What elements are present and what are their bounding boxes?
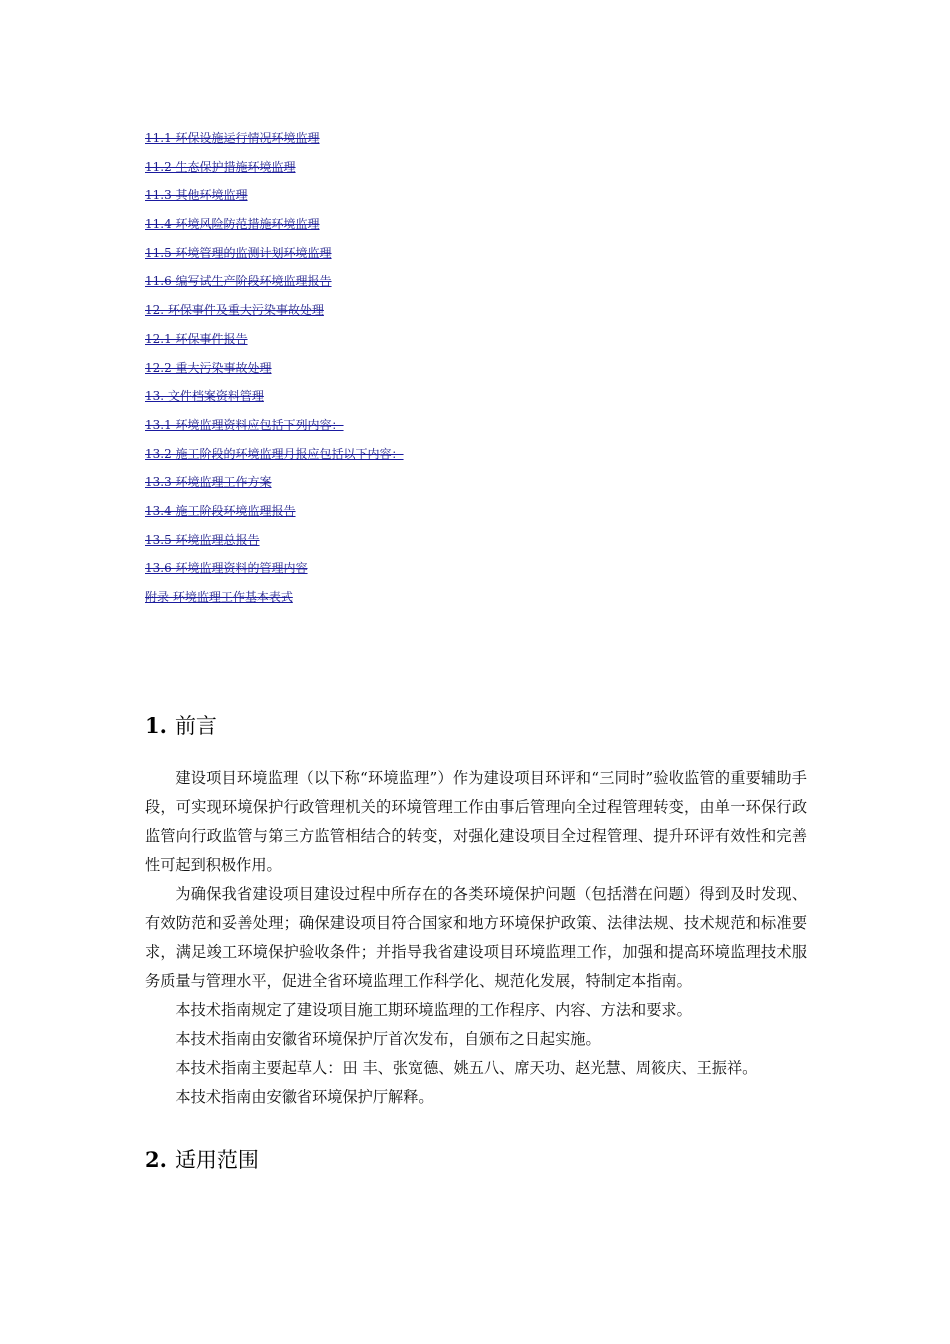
toc-item [145,185,745,214]
paragraph: 本技术指南由安徽省环境保护厅首次发布，自颁布之日起实施。 [175,1030,601,1048]
section-1-body [145,764,807,1112]
paragraph: 本技术指南由安徽省环境保护厅解释。 [175,1088,434,1106]
toc-link[interactable]: 附录 环境监理工作基本表式 [145,590,293,604]
toc-link[interactable]: 13.5 环境监理总报告 [145,532,260,547]
toc-link[interactable]: 13.4 施工阶段环境监理报告 [145,503,296,518]
toc-item [145,444,745,473]
toc-link[interactable]: 11.5 环境管理的监测计划环境监理 [145,245,332,260]
toc-item [145,300,745,329]
toc-item [145,472,745,501]
table-of-contents [145,128,745,616]
toc-link[interactable]: 12.2 重大污染事故处理 [145,360,272,375]
toc-link[interactable]: 11.1 环保设施运行情况环境监理 [145,131,320,145]
toc-item [145,243,745,272]
section-2-number: 2. [145,1147,167,1172]
toc-item [145,214,745,243]
toc-link[interactable]: 11.2 生态保护措施环境监理 [145,159,296,174]
toc-item [145,558,745,587]
toc-item [145,358,745,387]
section-1-number: 1. [145,713,167,738]
toc-item [145,415,745,444]
toc-item [145,157,745,186]
toc-link[interactable]: 13.2 施工阶段的环境监理月报应包括以下内容： [145,446,404,461]
toc-link[interactable]: 11.3 其他环境监理 [145,188,248,203]
toc-item [145,386,745,415]
toc-link[interactable]: 12. 环保事件及重大污染事故处理 [145,303,324,318]
section-1-heading [145,711,217,741]
toc-item [145,271,745,300]
toc-link[interactable]: 13.1 环境监理资料应包括下列内容： [145,417,344,432]
toc-link[interactable]: 13. 文件档案资料管理 [145,389,264,404]
toc-link[interactable]: 11.4 环境风险防范措施环境监理 [145,217,320,232]
toc-item [145,329,745,358]
toc-item [145,587,745,616]
toc-item [145,128,745,157]
section-1-title: 前言 [174,714,217,738]
toc-link[interactable]: 13.6 环境监理资料的管理内容 [145,561,308,576]
paragraph: 建设项目环境监理（以下称“环境监理”）作为建设项目环评和“三同时”验收监管的重要辅助手段，可实现环境保护行政管理机关的环境管理工作由事后管理向全过程管理转变，由单一环保行政监管向行政监管与第三方监管相结合的转变，对强化建设项目全过程管理、提升环评有效性和完善性可起到积极作用。 [145,769,807,874]
toc-link[interactable]: 13.3 环境监理工作方案 [145,475,272,490]
paragraph: 为确保我省建设项目建设过程中所存在的各类环境保护问题（包括潜在问题）得到及时发现、有效防范和妥善处理；确保建设项目符合国家和地方环境保护政策、法律法规、技术规范和标准要求，满足竣工环境保护验收条件；并指导我省建设项目环境监理工作，加强和提高环境监理技术服务质量与管理水平，促进全省环境监理工作科学化、规范化发展，特制定本指南。 [145,885,807,990]
section-2-heading [145,1145,259,1175]
section-2-title: 适用范围 [174,1148,259,1172]
paragraph: 本技术指南主要起草人：田 丰、张宽德、姚五八、席天功、赵光慧、周筱庆、王振祥。 [175,1059,758,1077]
paragraph: 本技术指南规定了建设项目施工期环境监理的工作程序、内容、方法和要求。 [175,1001,692,1019]
toc-link[interactable]: 12.1 环保事件报告 [145,331,248,346]
toc-link[interactable]: 11.6 编写试生产阶段环境监理报告 [145,274,332,289]
toc-item [145,530,745,559]
toc-item [145,501,745,530]
